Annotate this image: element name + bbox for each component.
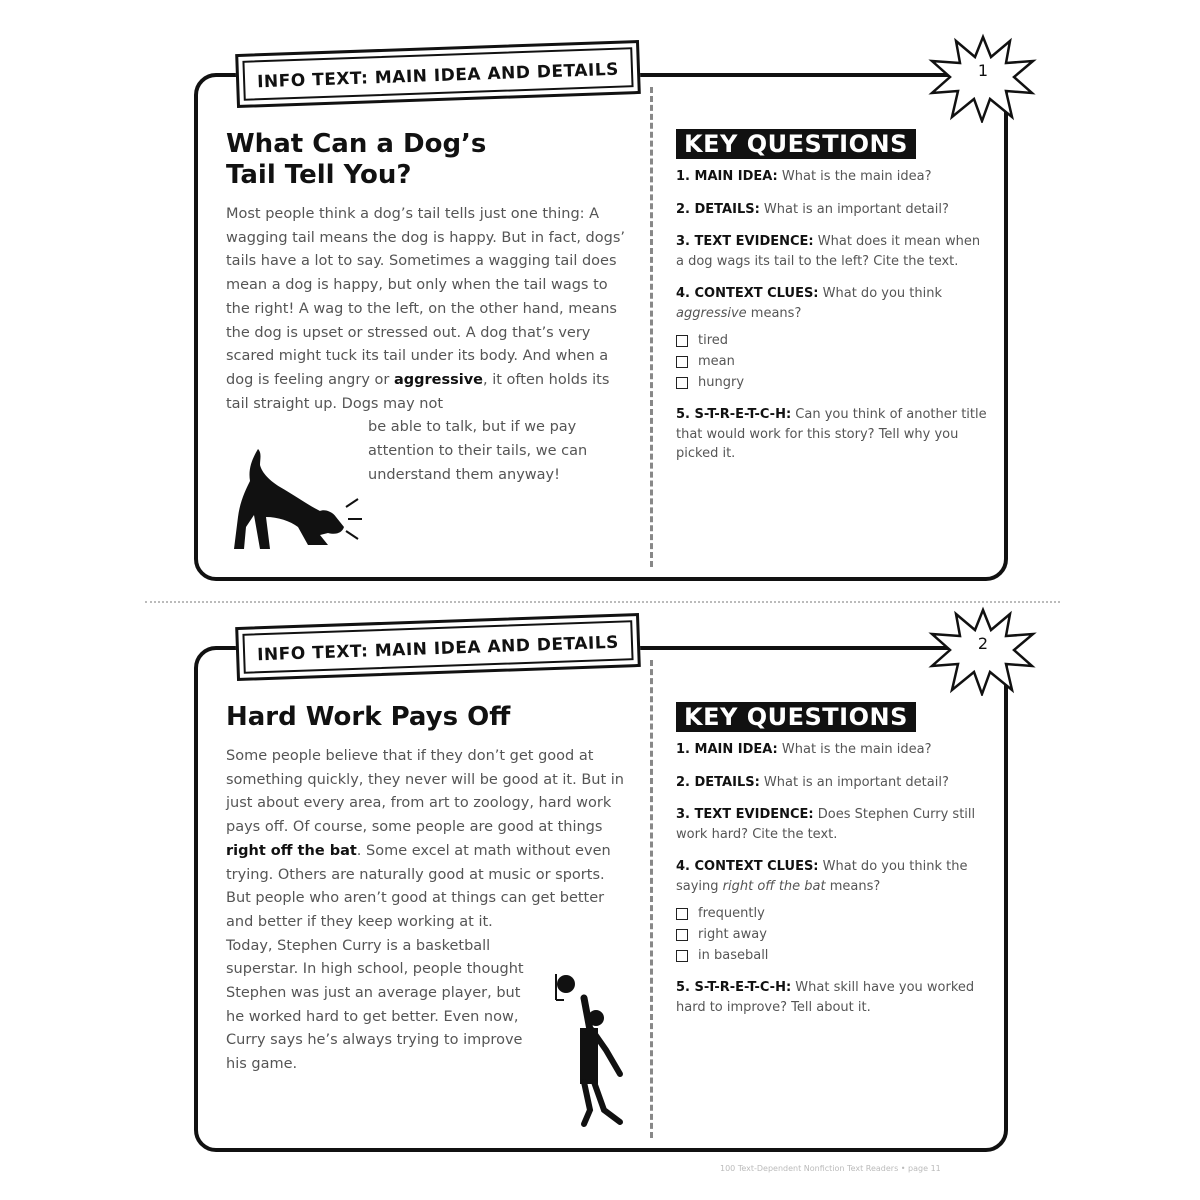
title-line: Tail Tell You?	[226, 160, 412, 190]
card-number-badge	[928, 33, 1038, 123]
question-label: 1. MAIN IDEA:	[676, 742, 778, 757]
question-text: What skill have you worked hard to improve? Tell about it.	[676, 980, 975, 1015]
question-text: means?	[746, 305, 802, 321]
answer-options	[676, 903, 988, 966]
page-footer: 100 Text-Dependent Nonfiction Text Readers • page 11	[720, 1164, 941, 1173]
question-label: 3. TEXT EVIDENCE:	[676, 807, 814, 822]
title-line: What Can a Dog’s	[226, 129, 487, 159]
question-5	[676, 978, 988, 1017]
vocab-word: right off the bat	[226, 842, 357, 859]
passage-segment: Today, Stephen Curry is a basketball superstar. In high school, people thought Stephen was just an average player, but he worked hard to get better. Even now, Curry says he’s always trying to improve his game.	[226, 937, 524, 1073]
question-label: 4. CONTEXT CLUES:	[676, 859, 819, 874]
questions-column	[676, 702, 988, 1030]
dog-illustration	[228, 445, 363, 555]
card-number-badge	[928, 606, 1038, 696]
question-term: right off the bat	[722, 878, 826, 894]
answer-option[interactable]	[676, 945, 988, 966]
question-2	[676, 200, 988, 220]
question-text: What is an important detail?	[759, 201, 949, 217]
passage-wrap	[226, 935, 536, 1077]
question-term: aggressive	[676, 305, 747, 321]
question-text: What do you think the saying	[676, 859, 968, 894]
key-questions-heading: KEY QUESTIONS	[676, 702, 916, 732]
checkbox[interactable]	[676, 908, 688, 920]
answer-option[interactable]	[676, 351, 988, 372]
question-text: What is the main idea?	[777, 742, 932, 757]
answer-option[interactable]	[676, 372, 988, 393]
reading-card-1	[194, 59, 1008, 581]
option-label: frequently	[698, 906, 765, 921]
checkbox[interactable]	[676, 377, 688, 389]
cut-line	[145, 601, 1060, 603]
answer-options	[676, 330, 988, 393]
title-line: Hard Work Pays Off	[226, 702, 511, 732]
answer-option[interactable]	[676, 330, 988, 351]
question-label: 2. DETAILS:	[676, 201, 760, 217]
question-text: What does it mean when a dog wags its tail to the left? Cite the text.	[676, 234, 981, 269]
card-number: 2	[977, 634, 989, 653]
question-text: Does Stephen Curry still work hard? Cite the text.	[676, 807, 976, 842]
answer-option[interactable]	[676, 924, 988, 945]
question-label: 3. TEXT EVIDENCE:	[676, 234, 814, 249]
option-label: tired	[698, 333, 729, 348]
checkbox[interactable]	[676, 950, 688, 962]
question-text: Can you think of another title that would work for this story? Tell why you picked it.	[676, 407, 987, 461]
question-3	[676, 805, 988, 844]
question-label: 5. S-T-R-E-T-C-H:	[676, 407, 792, 422]
checkbox[interactable]	[676, 335, 688, 347]
question-3	[676, 232, 988, 271]
reading-card-2	[194, 632, 1008, 1152]
key-questions-heading: KEY QUESTIONS	[676, 129, 916, 159]
card-number: 1	[977, 61, 989, 80]
question-label: 1. MAIN IDEA:	[676, 169, 778, 184]
passage-title	[226, 702, 626, 733]
question-5	[676, 405, 988, 464]
question-4	[676, 857, 988, 896]
passage-column	[226, 129, 626, 487]
passage-title	[226, 129, 626, 191]
passage-segment: , it often holds its tail straight up. Dogs may not	[226, 371, 610, 412]
question-label: 2. DETAILS:	[676, 774, 760, 790]
question-text: What do you think	[818, 286, 943, 301]
option-label: right away	[698, 927, 767, 942]
question-2	[676, 773, 988, 793]
checkbox[interactable]	[676, 356, 688, 368]
basketball-player-illustration	[550, 970, 630, 1130]
question-text: What is an important detail?	[759, 774, 949, 790]
option-label: hungry	[698, 375, 745, 390]
column-divider	[650, 660, 653, 1138]
questions-column	[676, 129, 988, 477]
passage-segment: be able to talk, but if we pay attention to their tails, we can understand them anyway!	[368, 419, 588, 483]
question-label: 5. S-T-R-E-T-C-H:	[676, 980, 792, 995]
question-1	[676, 740, 988, 760]
question-1	[676, 167, 988, 187]
section-banner	[235, 613, 641, 681]
banner-label: INFO TEXT: MAIN IDEA AND DETAILS	[242, 47, 633, 101]
section-banner	[235, 40, 641, 108]
passage-segment: . Some excel at math without even trying. Others are naturally good at music or sports. But people who aren’t good at things can get better and better if they keep working at it.	[226, 842, 611, 930]
question-text: means?	[825, 878, 881, 894]
passage-segment: Some people believe that if they don’t get good at something quickly, they never will be good at it. But in just about every area, from art to zoology, hard work pays off. Of course, some people are good at things	[226, 748, 624, 836]
vocab-word: aggressive	[393, 371, 484, 388]
question-text: What is the main idea?	[777, 169, 932, 184]
option-label: mean	[698, 354, 735, 369]
question-4	[676, 284, 988, 323]
checkbox[interactable]	[676, 929, 688, 941]
passage-segment: Most people think a dog’s tail tells just one thing: A wagging tail means the dog is happy. But in fact, dogs’ tails have a lot to say. Sometimes a wagging tail does mean a dog is happy, but only when the tail wags to the right! A wag to the left, on the other hand, means the dog is upset or stressed out. A dog that’s very scared might tuck its tail under its body. And when a dog is feeling angry or	[226, 206, 625, 388]
option-label: in baseball	[698, 948, 769, 963]
answer-option[interactable]	[676, 903, 988, 924]
banner-label: INFO TEXT: MAIN IDEA AND DETAILS	[242, 620, 633, 674]
column-divider	[650, 87, 653, 567]
question-label: 4. CONTEXT CLUES:	[676, 286, 819, 301]
